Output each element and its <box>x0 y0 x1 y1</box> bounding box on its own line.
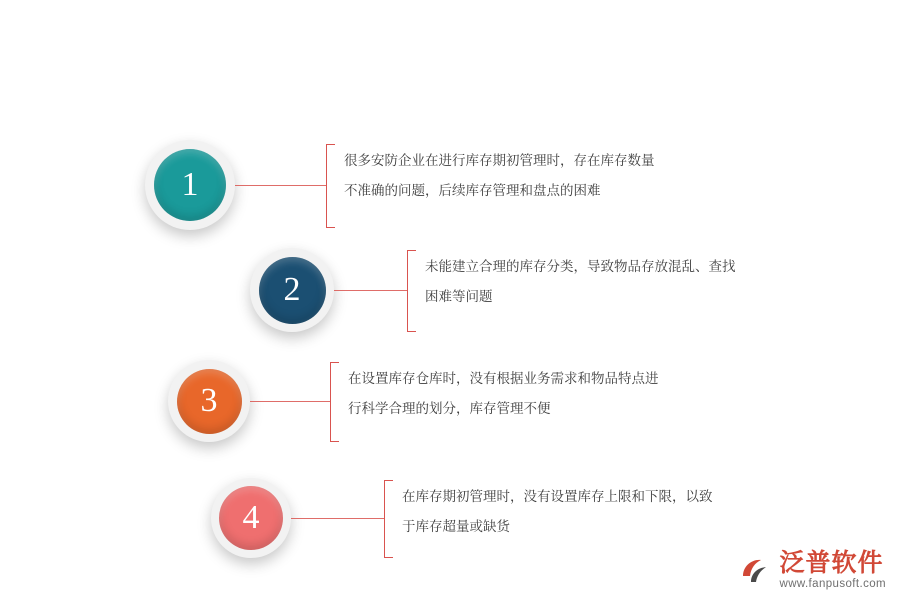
text-bracket-4 <box>384 480 393 558</box>
connector-line-2 <box>334 290 407 291</box>
item-text-1-line-1: 很多安防企业在进行库存期初管理时，存在库存数量 <box>344 153 655 169</box>
step-circle-1[interactable] <box>145 140 235 230</box>
connector-line-4 <box>291 518 384 519</box>
step-number-badge-2 <box>259 257 326 324</box>
brand-text <box>779 547 886 590</box>
item-text-2 <box>425 252 736 312</box>
item-text-1-line-2: 不准确的问题，后续库存管理和盘点的困难 <box>344 183 601 199</box>
text-bracket-1 <box>326 144 335 228</box>
item-text-3 <box>348 364 659 424</box>
step-number-badge-4 <box>219 486 283 550</box>
step-circle-3[interactable] <box>168 360 250 442</box>
item-text-2-line-1: 未能建立合理的库存分类，导致物品存放混乱、查找 <box>425 259 736 275</box>
step-number-4: 4 <box>242 499 260 536</box>
step-circle-4[interactable] <box>211 478 291 558</box>
brand-name: 泛普软件 <box>779 547 884 577</box>
item-text-4-line-1: 在库存期初管理时，没有设置库存上限和下限，以致 <box>402 489 713 505</box>
step-number-2: 2 <box>283 271 301 308</box>
brand-logo <box>739 547 886 590</box>
connector-line-3 <box>250 401 330 402</box>
step-number-1: 1 <box>181 166 199 203</box>
text-bracket-3 <box>330 362 339 442</box>
connector-line-1 <box>235 185 326 186</box>
step-number-3: 3 <box>200 382 218 419</box>
item-text-4-line-2: 于库存超量或缺货 <box>402 519 510 535</box>
brand-url: www.fanpusoft.com <box>779 578 886 590</box>
text-bracket-2 <box>407 250 416 332</box>
item-text-2-line-2: 困难等问题 <box>425 289 493 305</box>
item-text-3-line-1: 在设置库存仓库时，没有根据业务需求和物品特点进 <box>348 371 659 387</box>
fanpu-logo-icon <box>739 554 773 588</box>
item-text-4 <box>402 482 713 542</box>
step-circle-2[interactable] <box>250 248 334 332</box>
step-number-badge-3 <box>177 369 242 434</box>
item-text-1 <box>344 146 655 206</box>
item-text-3-line-2: 行科学合理的划分，库存管理不便 <box>348 401 551 417</box>
step-number-badge-1 <box>154 149 226 221</box>
